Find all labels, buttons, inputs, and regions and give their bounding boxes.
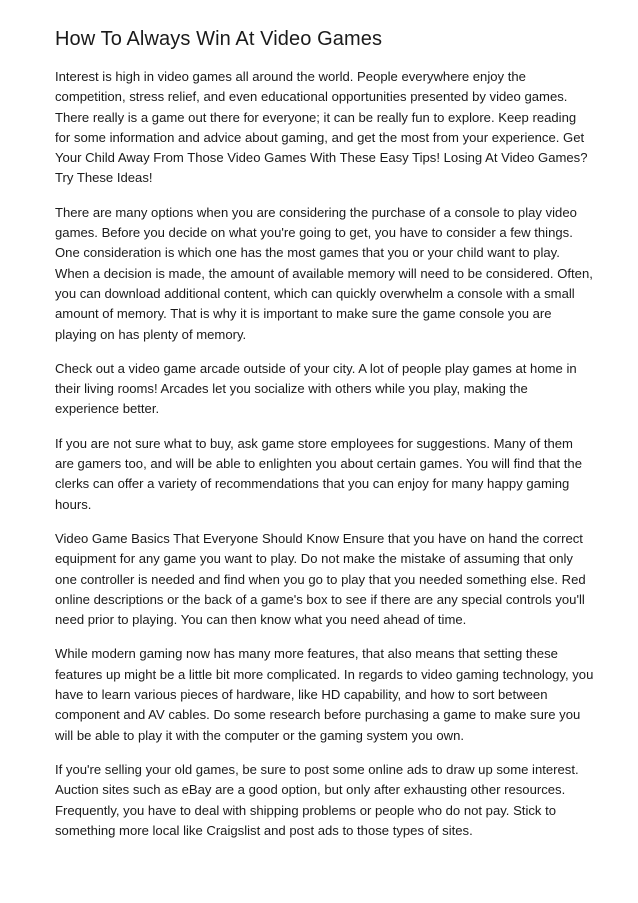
paragraph-store-employees: If you are not sure what to buy, ask game store employees for suggestions. Many of them are gamers too, and will be able to enlighten you about certain games. You will find that the clerks can offer a variety of recommendations that you can enjoy for many happy gaming hours. bbox=[55, 435, 582, 512]
paragraph-console-options: There are many options when you are considering the purchase of a console to play video games. Before you decide on what you're going to get, you have to consider a few things. One consideration is which one has the most games that you or your child want to play. When a decision is made, the amount of available memory will need to be considered. Often, you can download additional content, which can quickly overwhelm a console with a small amount of memory. That is why it is important to make sure the game console you are playing on has plenty of memory. bbox=[55, 204, 593, 342]
paragraph-equipment: Video Game Basics That Everyone Should Know Ensure that you have on hand the correct equipment for any game you want to play. Do not make the mistake of assuming that only one controller is needed and find when you go to play that you needed something else. Red online descriptions or the back of a game's box to see if there are any special controls you'll need prior to playing. You can then know what you need ahead of time. bbox=[55, 530, 586, 628]
paragraph-arcade: Check out a video game arcade outside of your city. A lot of people play games at home in their living rooms! Arcades let you socialize with others while you play, making the experience better. bbox=[55, 360, 577, 417]
document-page bbox=[55, 26, 595, 855]
paragraph-selling-games: If you're selling your old games, be sure to post some online ads to draw up some interest. Auction sites such as eBay are a good option, but only after exhausting other resources. Frequently, you have to deal with shipping problems or people who do not pay. Stick to something more local like Craigslist and post ads to those types of sites. bbox=[55, 761, 579, 838]
paragraph-intro: Interest is high in video games all around the world. People everywhere enjoy the competition, stress relief, and even educational opportunities presented by video games. There really is a game out there for everyone; it can be really fun to explore. Keep reading for some information and advice about gaming, and get the most from your experience. Get Your Child Away From Those Video Games With These Easy Tips! Losing At Video Games? Try These Ideas! bbox=[55, 69, 588, 186]
paragraph-modern-gaming: While modern gaming now has many more features, that also means that setting these features up might be a little bit more complicated. In regards to video gaming technology, you have to learn various pieces of hardware, like HD capability, and how to sort between component and AV cables. Do some research before purchasing a game to make sure you will be able to play it with the computer or the gaming system you own. bbox=[55, 646, 594, 743]
document-title: How To Always Win At Video Games bbox=[55, 28, 383, 50]
